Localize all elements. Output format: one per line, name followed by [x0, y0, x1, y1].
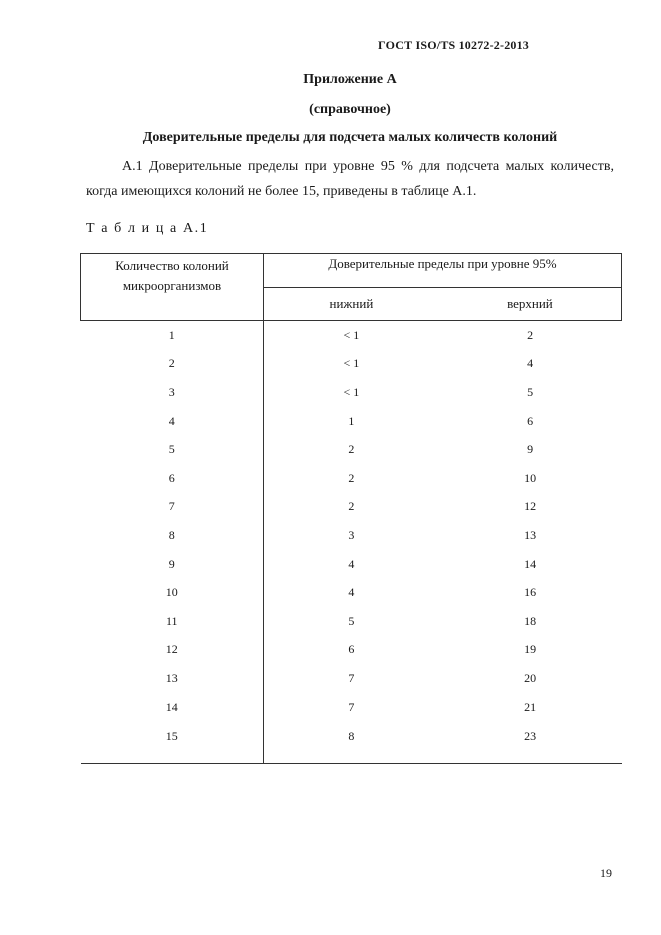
cell-lower-limit: 4: [348, 556, 355, 571]
table-row: [81, 407, 622, 436]
cell-upper-limit: 5: [527, 384, 534, 399]
table-row: [81, 664, 622, 693]
table-row: [81, 636, 622, 665]
cell-lower-limit: 7: [348, 699, 355, 714]
table-row: [81, 607, 622, 636]
cell-lower-limit: 1: [348, 413, 355, 428]
cell-count: 9: [81, 550, 264, 579]
table-row: [81, 521, 622, 550]
cell-upper-limit: 14: [524, 556, 537, 571]
cell-lower-limit: 8: [264, 721, 439, 764]
section-title: Доверительные пределы для подсчета малых количеств колоний: [142, 130, 558, 145]
cell-upper-limit: 20: [524, 670, 537, 685]
cell-count: 1: [81, 321, 264, 350]
table-row: [81, 350, 622, 379]
cell-lower-limit: 2: [348, 470, 355, 485]
cell-upper-limit: 19: [524, 642, 537, 657]
cell-upper-limit: 23: [439, 721, 622, 764]
table-row: [81, 321, 622, 350]
cell-upper-limit: 16: [524, 585, 537, 600]
cell-lower-limit: 2: [348, 499, 355, 514]
cell-count: 12: [81, 636, 264, 665]
table-row: [81, 464, 622, 493]
cell-upper-limit: 2: [527, 327, 534, 342]
cell-lower-limit: 5: [348, 613, 355, 628]
cell-lower-limit: 6: [348, 642, 355, 657]
cell-upper-limit: 12: [524, 499, 537, 514]
cell-count: 5: [81, 435, 264, 464]
cell-upper-limit: 4: [527, 356, 534, 371]
cell-count: 3: [81, 378, 264, 407]
cell-upper-limit: 18: [524, 613, 537, 628]
cell-count: 4: [81, 407, 264, 436]
cell-upper-limit: 6: [527, 413, 534, 428]
annex-title: Приложение А: [303, 72, 397, 87]
col-upper-header: верхний: [439, 288, 622, 321]
annex-subtitle: (справочное): [309, 102, 391, 117]
body-paragraph: А.1 Доверительные пределы при уровне 95 % для подсчета малых количеств, когда имеющихся колоний не более 15, приведены в таблице А.1.: [86, 159, 614, 199]
cell-lower-limit: < 1: [343, 356, 360, 371]
cell-lower-limit: 2: [348, 442, 355, 457]
table-row: [81, 435, 622, 464]
table-row: [81, 578, 622, 607]
standard-code: ГОСТ ISO/TS 10272-2-2013: [378, 38, 529, 52]
cell-upper-limit: 21: [524, 699, 537, 714]
col-count-header: Количество колоний микроорганизмов: [81, 254, 264, 321]
table-row: [81, 493, 622, 522]
confidence-limits-table: [80, 253, 622, 764]
table-row: [81, 693, 622, 722]
cell-count: 6: [81, 464, 264, 493]
cell-count: 2: [81, 350, 264, 379]
cell-lower-limit: 4: [348, 585, 355, 600]
table-caption: Т а б л и ц а А.1: [86, 221, 209, 236]
cell-count: 15: [81, 721, 264, 764]
confidence-limits-header: Доверительные пределы при уровне 95%: [264, 254, 622, 288]
page-number: 19: [600, 866, 612, 880]
table-row: [81, 721, 622, 764]
cell-count: 8: [81, 521, 264, 550]
cell-lower-limit: 7: [348, 670, 355, 685]
cell-count: 10: [81, 578, 264, 607]
cell-upper-limit: 9: [527, 442, 534, 457]
cell-upper-limit: 13: [524, 527, 537, 542]
cell-count: 7: [81, 493, 264, 522]
cell-count: 14: [81, 693, 264, 722]
cell-lower-limit: 3: [348, 527, 355, 542]
cell-lower-limit: < 1: [343, 327, 360, 342]
col-lower-header: нижний: [264, 288, 439, 321]
table-body: [81, 321, 622, 764]
table-row: [81, 550, 622, 579]
cell-count: 11: [81, 607, 264, 636]
cell-count: 13: [81, 664, 264, 693]
table-row: [81, 378, 622, 407]
cell-upper-limit: 10: [524, 470, 537, 485]
cell-lower-limit: < 1: [343, 384, 360, 399]
